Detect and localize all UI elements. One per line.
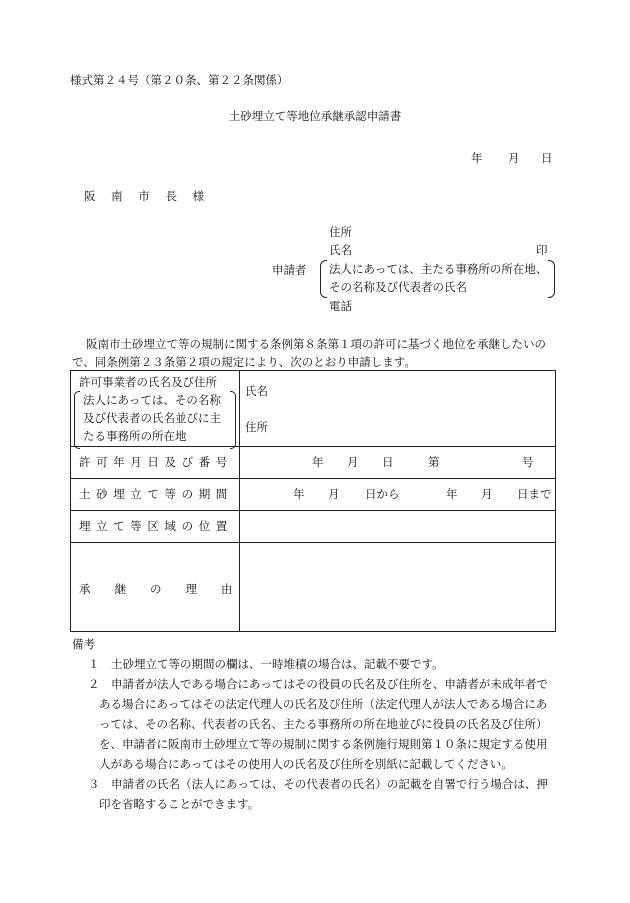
- bracket-left: [74, 391, 80, 449]
- applicant-label: 申請者: [272, 263, 307, 277]
- period-end-month-label: 月: [481, 487, 493, 501]
- location-header: 埋立て等区域の位置: [79, 519, 233, 533]
- period-start-month-label: 月: [328, 487, 340, 501]
- table-row-divider: [71, 478, 555, 479]
- succession-reason-header: 承継の理由: [79, 582, 257, 596]
- date-year-label: 年: [471, 151, 483, 165]
- remarks-item1: １ 土砂埋立て等の期間の欄は、一時堆積の場合は、記載不要です。: [88, 657, 444, 671]
- period-end-year-label: 年: [446, 487, 458, 501]
- period-end-day-label: 日まで: [517, 487, 552, 501]
- permit-holder-note-line1: 法人にあっては、その名称: [83, 393, 221, 407]
- applicant-note-line2: その名称及び代表者の氏名: [329, 280, 467, 294]
- remarks-item2-line1: ２ 申請者が法人である場合にあってはその役員の氏名及び住所を、申請者が未成年者で: [88, 677, 548, 691]
- remarks-item2-line4: を、申請者に阪南市土砂埋立て等の規制に関する条例施行規則第１０条に規定する使用: [99, 737, 548, 751]
- permit-number-suffix: 号: [522, 455, 534, 469]
- bracket-left: [320, 260, 327, 298]
- remarks-item2-line3: っては、その名称、代表者の氏名、主たる事務所の所在地並びに役員の氏名及び住所）: [99, 717, 548, 731]
- permit-number-prefix: 第: [428, 455, 440, 469]
- remarks-item2-line5: 人がある場合にあってはその使用人の氏名及び住所を別紙に記載してください。: [99, 757, 513, 771]
- remarks-item3-line1: ３ 申請者の氏名（法人にあっては、その代表者の氏名）の記載を自署で行う場合は、押: [88, 777, 548, 791]
- date-day-label: 日: [541, 151, 553, 165]
- table-row-divider: [71, 542, 555, 543]
- date-month-label: 月: [508, 151, 520, 165]
- applicant-address-label: 住所: [329, 225, 352, 239]
- page-title: 土砂埋立て等地位承継承認申請書: [228, 109, 402, 123]
- permit-date-number-header-text: 許可年月日及び番号: [79, 455, 233, 469]
- body-text-line1: 阪南市土砂埋立て等の規制に関する条例第８条第１項の許可に基づく地位を承継したいの: [86, 337, 546, 351]
- remarks-item2-line2: ある場合にあってはその法定代理人の氏名及び住所（法定代理人が法人である場合にあ: [99, 697, 548, 711]
- permit-holder-note-line2: 及び代表者の氏名並びに主: [83, 411, 221, 425]
- applicant-name-label: 氏名: [329, 243, 352, 257]
- table-row-divider: [71, 446, 555, 447]
- permit-holder-header: 許可事業者の氏名及び住所: [79, 375, 217, 389]
- table-row-divider: [71, 510, 555, 511]
- period-header: 土砂埋立て等の期間: [79, 487, 233, 501]
- seal-mark: 印: [536, 243, 548, 257]
- period-start-day-label: 日から: [365, 487, 400, 501]
- permit-year-label: 年: [312, 455, 324, 469]
- addressee: 阪 南 市 長 様: [84, 189, 211, 203]
- applicant-phone-label: 電話: [329, 299, 352, 313]
- applicant-note-line1: 法人にあっては、主たる事務所の所在地、: [329, 262, 548, 276]
- period-start-year-label: 年: [293, 487, 305, 501]
- remarks-heading: 備考: [72, 637, 95, 651]
- permit-date-number-header: [79, 454, 231, 470]
- body-text-line2: で、同条例第２３条第２項の規定により、次のとおり申請します。: [72, 355, 416, 369]
- bracket-right: [548, 260, 555, 298]
- form-number: 様式第２４号（第２０条、第２２条関係）: [70, 73, 289, 87]
- permit-holder-note-line3: たる事務所の所在地: [83, 429, 187, 443]
- remarks-item3-line2: 印を省略することができます。: [99, 797, 260, 811]
- bracket-right: [230, 391, 236, 449]
- permit-day-label: 日: [382, 455, 394, 469]
- permit-holder-name-label: 氏名: [245, 384, 268, 398]
- permit-holder-address-label: 住所: [245, 420, 268, 434]
- application-table: [70, 370, 556, 632]
- permit-month-label: 月: [347, 455, 359, 469]
